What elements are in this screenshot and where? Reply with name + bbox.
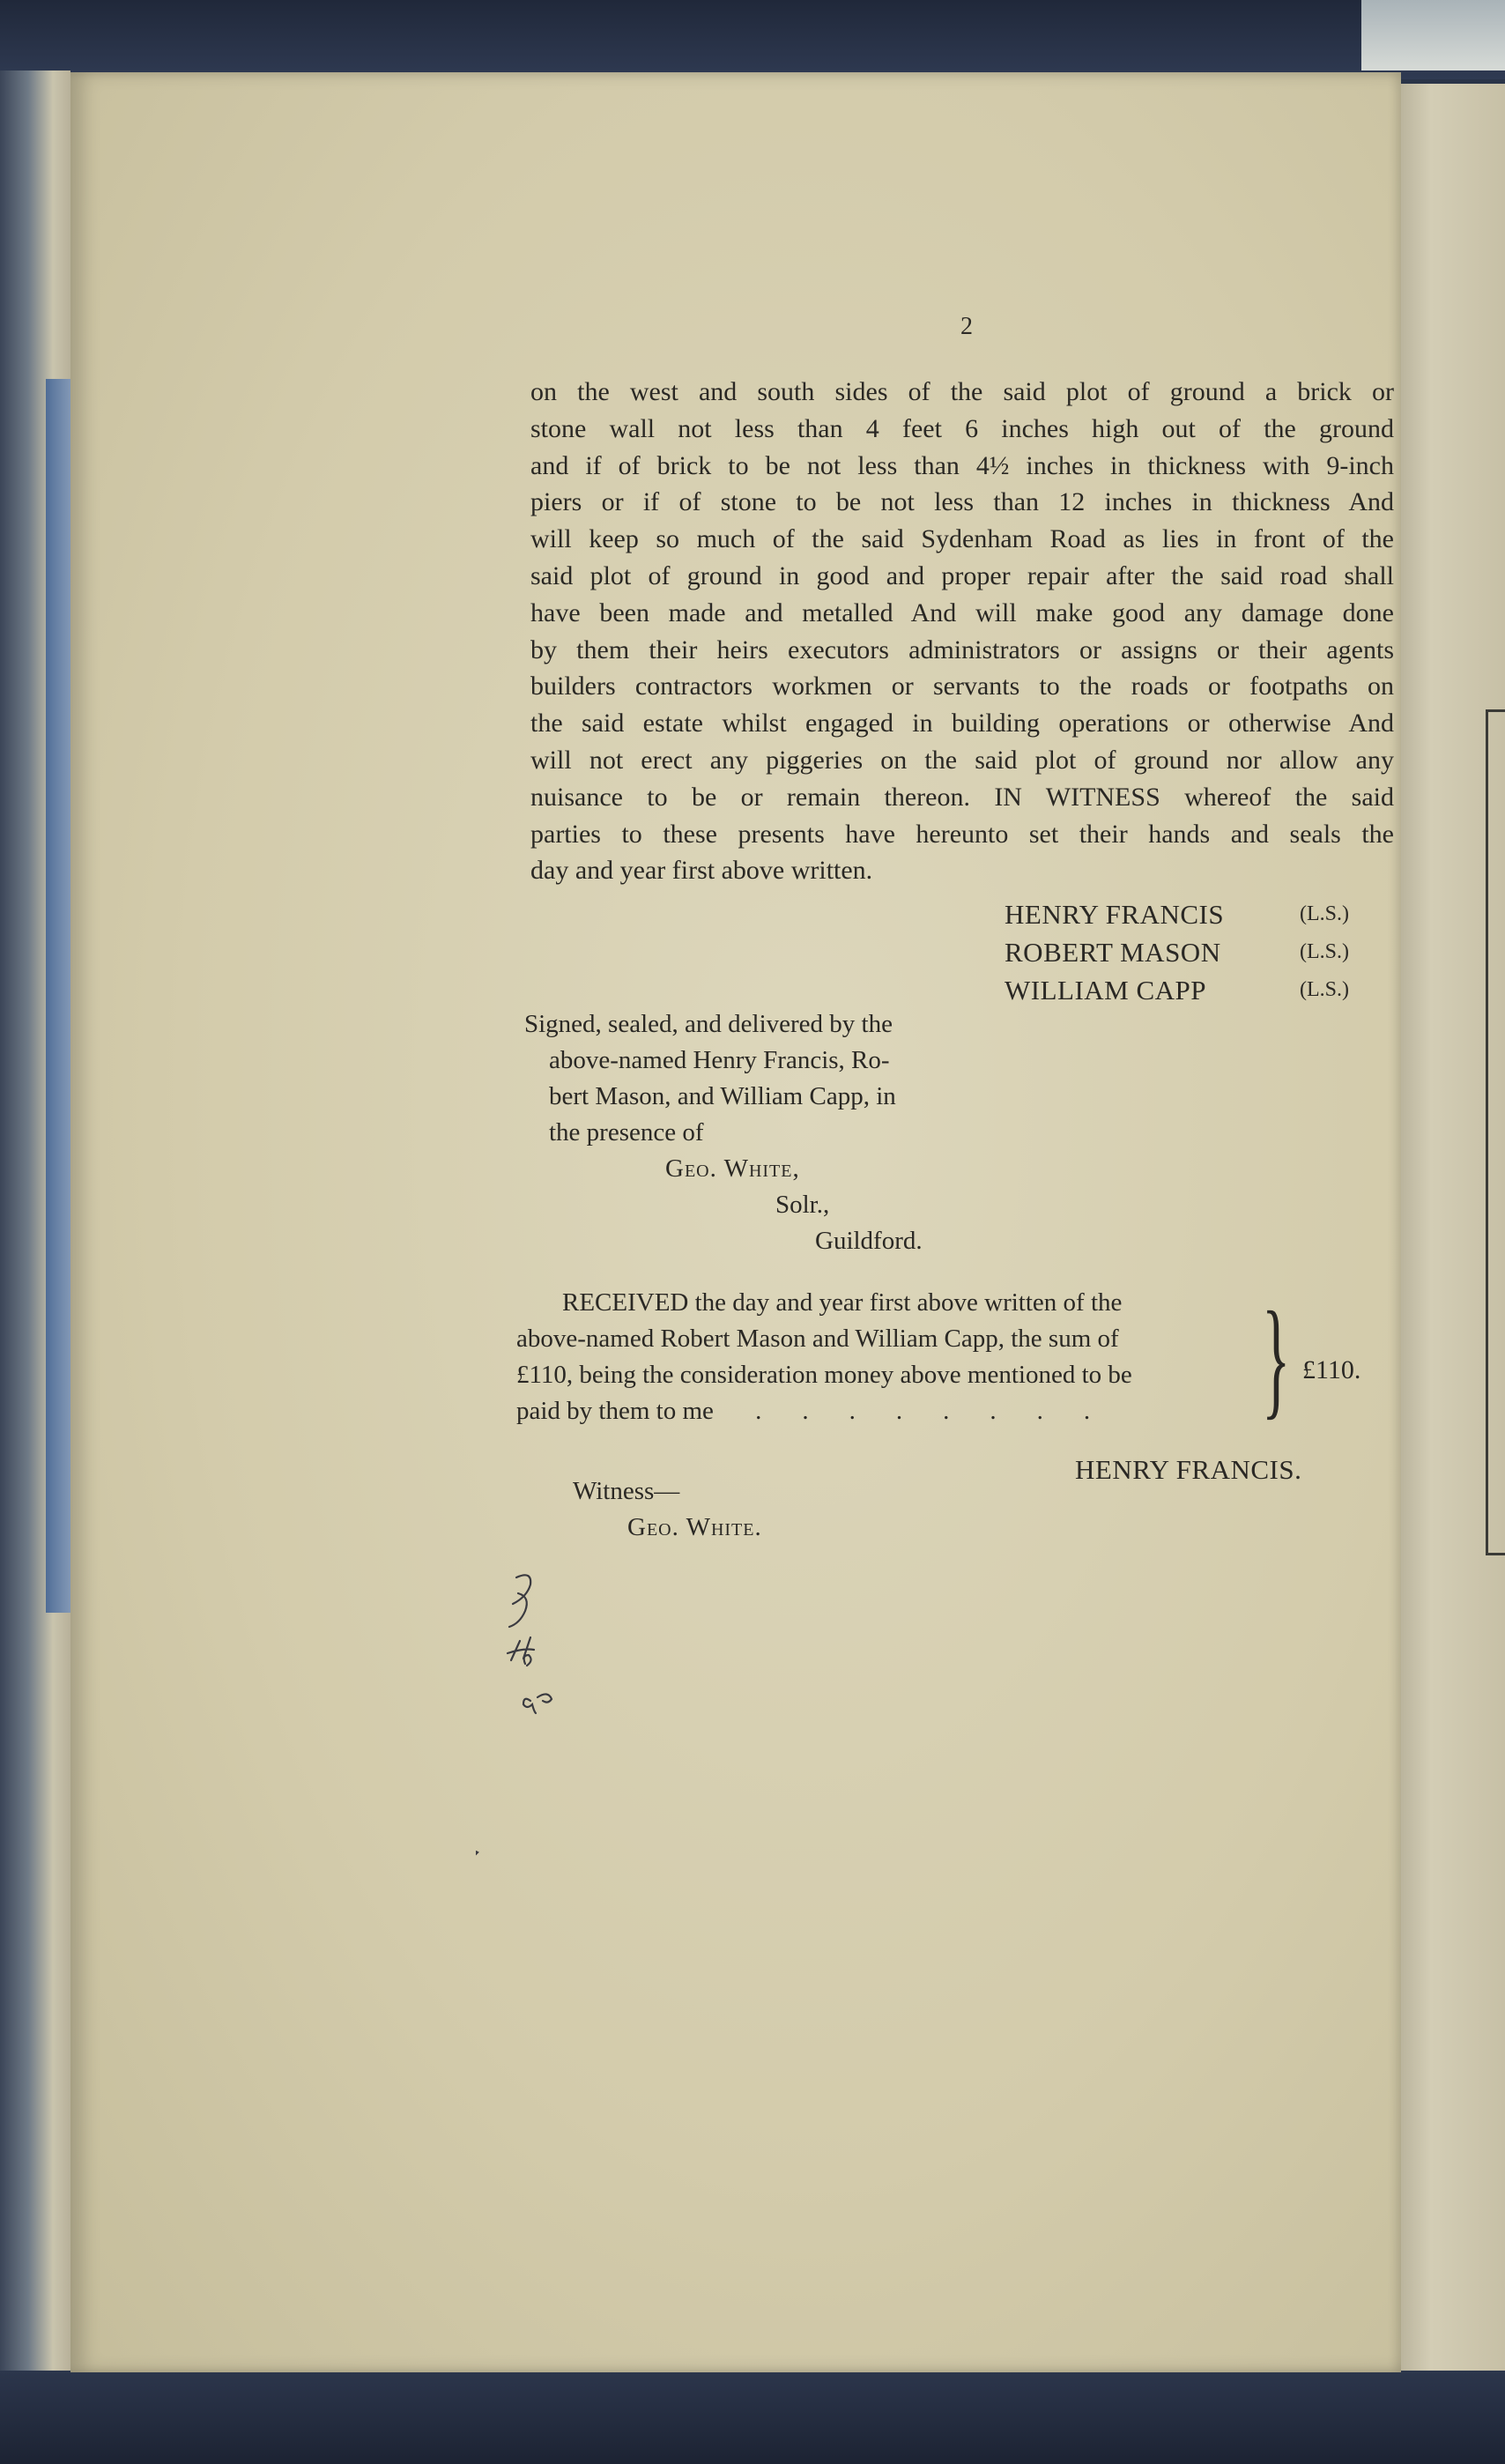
body-line: on the west and south sides of the said plot of ground a brick or — [530, 377, 1394, 406]
pencil-mark — [524, 1655, 531, 1666]
receipt-amount: £110. — [1302, 1355, 1361, 1384]
pencil-mark — [513, 1575, 530, 1604]
signatory-name: ROBERT MASON — [1005, 937, 1221, 968]
adjacent-page-rule-tick — [1486, 709, 1505, 712]
seal-mark: (L.S.) — [1300, 978, 1349, 1001]
pencil-mark — [523, 1699, 536, 1713]
signature-row — [1005, 975, 1349, 1013]
attestation-line: the presence of — [549, 1118, 704, 1147]
leader-dots: ........ — [755, 1397, 1131, 1425]
body-line: nuisance to be or remain thereon. IN WITNESS whereof the said — [530, 782, 1394, 812]
adjacent-page-rule — [1486, 709, 1488, 1555]
book-binding-bottom — [0, 2371, 1505, 2464]
witness-place: Guildford. — [815, 1227, 923, 1255]
body-line: stone wall not less than 4 feet 6 inches high out of the ground — [530, 413, 1394, 443]
adjacent-page — [1399, 84, 1505, 2375]
body-line: have been made and metalled And will make good any damage done — [530, 597, 1394, 627]
body-line: builders contractors workmen or servants to the roads or footpaths on — [530, 672, 1394, 701]
signature-list — [1005, 899, 1349, 1013]
receipt-line-text: paid by them to me — [516, 1397, 714, 1425]
attestation-line: above-named Henry Francis, Ro- — [549, 1046, 890, 1074]
body-line: day and year first above written. — [530, 856, 873, 886]
body-line: the said estate whilst engaged in building operations or otherwise And — [530, 709, 1394, 738]
receipt-clause — [516, 1285, 1265, 1429]
signatory-name: WILLIAM CAPP — [1005, 975, 1207, 1006]
book-corner — [1361, 0, 1505, 71]
body-line: said plot of ground in good and proper repair after the said road shall — [530, 560, 1394, 590]
body-line: piers or if of stone to be not less than 12 inches in thickness And — [530, 487, 1394, 517]
witness-name: Geo. White, — [665, 1154, 800, 1183]
adjacent-page-rule-tick — [1486, 1553, 1505, 1555]
deed-body-text — [530, 374, 1394, 889]
book-binding-top — [0, 0, 1505, 79]
body-line: and if of brick to be not less than 4½ inches in thickness with 9-inch — [530, 450, 1394, 480]
signature-row — [1005, 937, 1349, 975]
page-number: 2 — [960, 313, 973, 340]
seal-mark: (L.S.) — [1300, 940, 1349, 963]
attestation-clause — [524, 1006, 923, 1259]
witness-title: Solr., — [775, 1191, 830, 1219]
attestation-line: bert Mason, and William Capp, in — [549, 1082, 896, 1110]
receipt-signatory: HENRY FRANCIS. — [1075, 1454, 1302, 1485]
body-line: by them their heirs executors administrators or assigns or their agents — [530, 635, 1394, 664]
attestation-line: Signed, sealed, and delivered by the — [524, 1010, 893, 1038]
curly-brace-icon: } — [1262, 1285, 1291, 1431]
pencil-mark — [476, 1851, 478, 1859]
receipt-witness — [573, 1473, 762, 1546]
pencil-mark — [509, 1593, 527, 1627]
pencil-mark — [538, 1694, 552, 1702]
seal-mark: (L.S.) — [1300, 902, 1349, 925]
receipt-line — [516, 1393, 1265, 1429]
pencil-annotations — [476, 1569, 599, 1939]
signatory-name: HENRY FRANCIS — [1005, 899, 1225, 930]
body-line: will keep so much of the said Sydenham Road as lies in front of the — [530, 524, 1394, 554]
body-line: parties to these presents have hereunto set their hands and seals the — [530, 819, 1394, 849]
receipt-line: above-named Robert Mason and William Capp, the sum of — [516, 1325, 1119, 1353]
signature-row — [1005, 899, 1349, 937]
witness-label: Witness— — [573, 1477, 680, 1505]
receipt-line: RECEIVED the day and year first above written of the — [562, 1288, 1123, 1317]
body-line: will not erect any piggeries on the said plot of ground nor allow any — [530, 745, 1394, 775]
receipt-line: £110, being the consideration money above mentioned to be — [516, 1361, 1132, 1389]
witness-name: Geo. White. — [627, 1513, 762, 1541]
